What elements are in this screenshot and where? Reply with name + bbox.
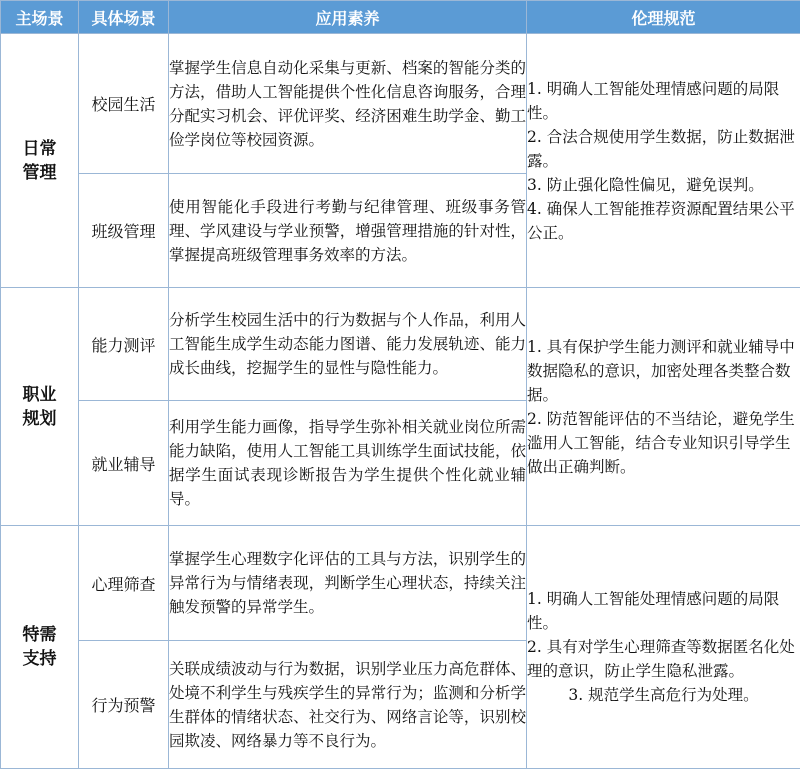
ethics-item: 4. 确保人工智能推荐资源配置结果公平公正。 [527,199,795,242]
competence-text: 关联成绩波动与行为数据，识别学业压力高危群体、处境不利学生与残疾学生的异常行为；监测和分析学生群体的情绪状态、社交行为、网络言论等，识别校园欺凌、网络暴力等不良行为。 [169,659,526,750]
competence-cell [169,641,527,769]
ethics-item: 2. 具有对学生心理筛查等数据匿名化处理的意识，防止学生隐私泄露。 [527,638,795,680]
table-row [1,526,800,641]
table-row [1,34,800,174]
main-scene-cell [1,288,79,526]
main-scene-label: 日常管理 [22,138,57,183]
header-main-scene: 主场景 [1,1,79,34]
competence-cell [169,288,527,401]
sub-scene-cell: 就业辅导 [79,401,169,526]
competence-text: 使用智能化手段进行考勤与纪律管理、班级事务管理、学风建设与学业预警，增强管理措施的针对性，掌握提高班级管理事务效率的方法。 [169,197,526,264]
sub-scene-cell: 能力测评 [79,288,169,401]
competence-text: 分析学生校园生活中的行为数据与个人作品，利用人工智能生成学生动态能力图谱、能力发展轨迹、能力成长曲线，挖掘学生的显性与隐性能力。 [169,311,526,377]
ethics-cell [527,34,800,288]
ethics-item: 1. 明确人工智能处理情感问题的局限性。 [527,79,780,122]
main-scene-cell [1,34,79,288]
sub-scene-cell: 班级管理 [79,174,169,288]
header-row [1,1,800,34]
competence-cell [169,34,527,174]
header-competence: 应用素养 [169,1,527,34]
ethics-item: 1. 明确人工智能处理情感问题的局限性。 [527,590,780,632]
ethics-item: 2. 合法合规使用学生数据，防止数据泄露。 [527,127,795,170]
competence-text: 掌握学生心理数字化评估的工具与方法，识别学生的异常行为与情绪表现，判断学生心理状态，持续关注触发预警的异常学生。 [169,550,526,616]
header-ethics: 伦理规范 [527,1,800,34]
sub-scene-cell: 行为预警 [79,641,169,769]
competence-cell [169,401,527,526]
ethics-item: 3. 规范学生高危行为处理。 [568,686,759,704]
ethics-item: 3. 防止强化隐性偏见，避免误判。 [527,175,764,194]
main-scene-cell [1,526,79,769]
ethics-item: 2. 防范智能评估的不当结论，避免学生滥用人工智能，结合专业知识引导学生做出正确判断。 [527,409,795,476]
ethics-cell [527,288,800,526]
ethics-cell [527,526,800,769]
table-row [1,288,800,401]
competence-text: 利用学生能力画像，指导学生弥补相关就业岗位所需能力缺陷，使用人工智能工具训练学生面试技能，依据学生面试表现诊断报告为学生提供个性化就业辅导。 [169,418,526,508]
sub-scene-cell: 校园生活 [79,34,169,174]
competence-cell [169,526,527,641]
ethics-item: 1. 具有保护学生能力测评和就业辅导中数据隐私的意识，加密处理各类整合数据。 [527,337,795,404]
main-scene-label: 职业规划 [22,384,57,429]
competence-cell [169,174,527,288]
competence-text: 掌握学生信息自动化采集与更新、档案的智能分类的方法，借助人工智能提供个性化信息咨询服务，合理分配实习机会、评优评奖、经济困难生助学金、勤工俭学岗位等校园资源。 [169,58,526,149]
header-sub-scene: 具体场景 [79,1,169,34]
main-scene-label: 特需支持 [22,625,57,669]
sub-scene-cell: 心理筛查 [79,526,169,641]
